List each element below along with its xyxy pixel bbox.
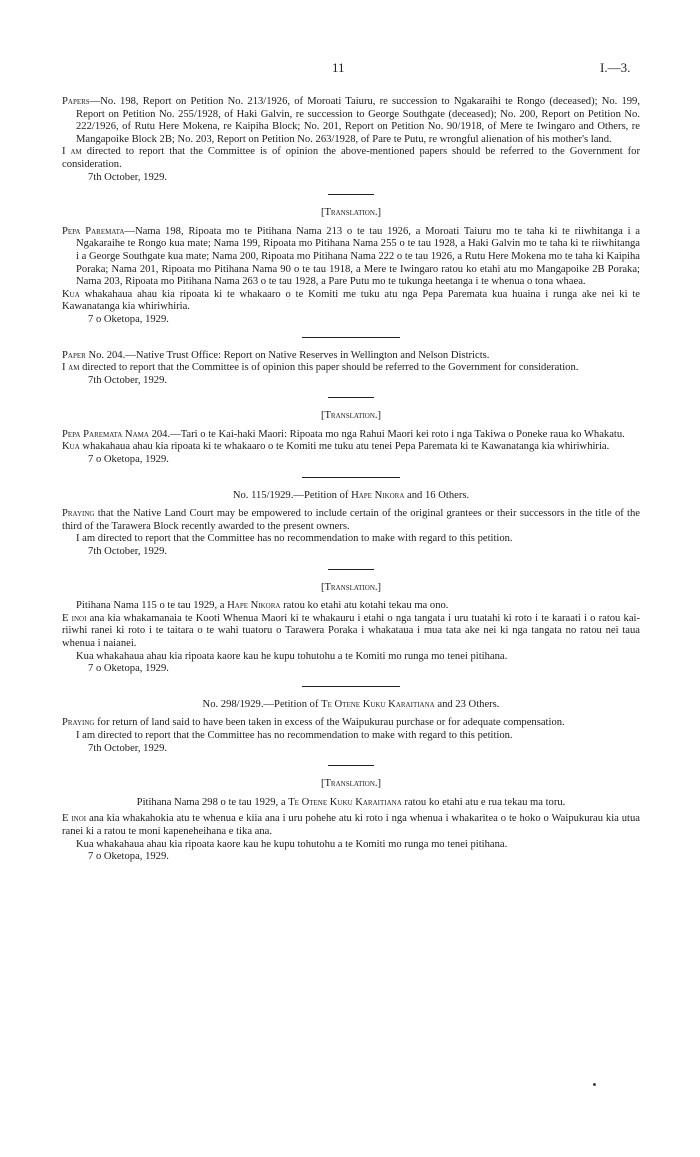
paper-reference: I.—3. [600,60,631,75]
petition-115-date: 7th October, 1929. [88,546,168,558]
translation-heading: [Translation.] [320,581,382,593]
papers-date: 7th October, 1929. [88,171,168,183]
document-body [62,96,640,864]
translation-4-line1-post: ratou ko etahi atu e rua tekau ma toru. [401,796,566,808]
translation-2-report-lead: Kua [62,441,80,453]
translation-4-date: 7 o Oketopa, 1929. [88,851,169,863]
translation-heading: [Translation.] [320,410,382,422]
translation-1-report [62,289,640,314]
translation-4-inoi [62,813,640,838]
translation-1-report-rest: whakahaua ahau kia ripoata ki te whakaaro o te Komiti me tuku atu nga Pepa Paremata kua huaina i runga ake nei ki te Kawanatanga kia whiriwhiria. [62,288,640,313]
petition-115-report: I am directed to report that the Committee has no recommendation to make with regard to this petition. [76,533,513,545]
translation-3-line1 [62,600,640,613]
divider-rule [328,765,374,766]
petition-115-petitioner: Hape Nikora [351,489,405,501]
translation-heading: [Translation.] [320,778,382,790]
papers-text: —No. 198, Report on Petition No. 213/1926, of Moroati Taiuru, re succession to Ngakaraihi te Rongo (deceased); No. 199, Report on Petition No. 255/1928, of Haki Galvin, re succession to George Southgate (deceased); No. 200, Report on Petition No. 222/1926, of Rutu Here Mokena, re Kaipiha Block; No. 201, Report on Petition No. 90/1918, of Mere te Iwingaro and Others, re Mangapoike Block 2B; No. 203, Report on Petition No. 263/1928, of Pare te Putu, re wrongful alienation of his mother's land. [76,96,640,145]
petition-115-praying [62,508,640,533]
translation-4-line1-pre: Pitihana Nama 298 o te tau 1929, a [136,796,289,808]
translation-2-paragraph [62,429,640,442]
translation-1-label: Pepa Paremata [62,225,125,237]
translation-3-inoi-label: E inoi [62,612,87,624]
section-petition-298 [62,699,640,755]
petition-298-praying [62,717,640,730]
petition-298-heading-post: and 23 Others. [434,698,500,710]
translation-2-text: 204.—Tari o te Kai-haki Maori: Ripoata mo nga Rahui Maori kei roto i nga Takiwa o Poneke raua ko Whakatu. [148,428,625,440]
translation-heading: [Translation.] [320,207,382,219]
translation-1-report-lead: Kua [62,288,80,300]
translation-4-inoi-text: ana kia whakahokia atu te whenua e kiia ana i uru pohehe atu ki roto i nga whenua i whakaritea o te hoko o Waipukurau kia utua ranei ki a ratou te moni kapeneheihana e tika ana. [62,813,640,837]
paper-204-report-lead: I am [62,362,80,374]
translation-3-petitioner: Hape Nikora [227,600,281,612]
translation-2-report-rest: whakahaua ahau kia ripoata ki te whakaaro o te Komiti me tuku atu tenei Pepa Paremata ki te Kawanatanga kia whiriwhiria. [79,441,610,453]
petition-298-praying-label: Praying [62,717,95,729]
paper-204-date: 7th October, 1929. [88,374,168,386]
petition-298-report: I am directed to report that the Committee has no recommendation to make with regard to this petition. [76,729,513,741]
petition-298-heading-pre: No. 298/1929.—Petition of [202,698,322,710]
section-translation-3 [62,582,640,676]
section-rule [302,337,400,338]
paper-204-label: Paper [62,349,86,361]
papers-paragraph [62,96,640,146]
translation-3-line1-post: ratou ko etahi atu kotahi tekau ma ono. [280,600,449,612]
petition-298-date: 7th October, 1929. [88,742,168,754]
translation-2-date: 7 o Oketopa, 1929. [88,454,169,466]
papers-label: Papers [62,96,90,107]
section-papers-198-203 [62,96,640,184]
petition-115-heading-pre: No. 115/1929.—Petition of [232,489,352,501]
translation-2-label: Pepa Paremata Nama [62,428,149,440]
section-petition-115 [62,490,640,559]
petition-298-praying-text: for return of land said to have been taken in excess of the Waipukurau purchase or for adequate compensation. [94,717,565,729]
petition-115-heading [62,490,640,503]
translation-4-inoi-label: E inoi [62,813,87,825]
divider-rule [328,397,374,398]
section-translation-2 [62,410,640,466]
section-rule [302,477,400,478]
paper-204-text: No. 204.—Native Trust Office: Report on Native Reserves in Wellington and Nelson Districts. [85,349,490,361]
translation-4-report: Kua whakahaua ahau kia ripoata kaore kau he kupu tohutohu a te Komiti mo runga mo tenei pitihana. [76,838,508,850]
section-translation-1 [62,207,640,326]
section-rule [302,686,400,687]
papers-report-rest: directed to report that the Committee is of opinion the above-mentioned papers should be referred to the Government for consideration. [62,146,640,170]
paper-204-report [62,362,640,375]
translation-3-report: Kua whakahaua ahau kia ripoata kaore kau he kupu tohutohu a te Komiti mo runga mo tenei pitihana. [76,650,508,662]
translation-3-date: 7 o Oketopa, 1929. [88,663,169,675]
petition-298-petitioner: Te Otene Kuku Karaitiana [321,698,435,710]
translation-3-inoi [62,613,640,651]
divider-rule [328,194,374,195]
paper-204-paragraph [62,350,640,363]
petition-115-heading-post: and 16 Others. [404,489,470,501]
petition-115-praying-text: that the Native Land Court may be empowered to include certain of the original grantees or their successors in the title of the third of the Tarawera Block recently awarded to the present owners. [62,508,640,532]
section-paper-204 [62,350,640,388]
translation-1-paragraph [62,226,640,289]
papers-report [62,146,640,171]
paper-204-report-rest: directed to report that the Committee is of opinion this paper should be referred to the Government for consideration. [79,362,579,374]
translation-4-line1 [62,797,640,810]
translation-3-inoi-text: ana kia whakamanaia te Kooti Whenua Maori ki te whakauru i etahi o nga tangata i uru tuatahi ki roto i te karaati i o ratou kai-riiwhi ranei ki roto i te taitara o te wahi tuatoru o Tarawera Poraka i whakataua i mua tata ake nei ki nga tangata no ratou nei taua whenua i naianei. [62,612,640,649]
translation-1-date: 7 o Oketopa, 1929. [88,313,169,325]
page-number: 11 [332,60,345,75]
translation-4-petitioner: Te Otene Kuku Karaitiana [288,796,402,808]
petition-298-heading [62,699,640,712]
translation-2-report [62,441,640,454]
translation-1-text: —Nama 198, Ripoata mo te Pitihana Nama 213 o te tau 1926, a Moroati Taiuru mo te taha ki te riiwhitanga i a Ngakaraihe te Rongo kua mate; Nama 199, Ripoata mo Pitihana Nama 255 o te tau 1928, a Haki Galvin mo te taha ki te riiwhitanga i a George Southgate kua mate; Nama 200, Ripoata mo Pitihana Nama 222 o te tau 1926, a Rutu Here Mokena mo te taha ki Kaipiha Poraka; Nama 201, Ripoata mo Pitihana Nama 90 o te tau 1918, a Mere te Iwingaro ratou ko etahi atu mo Mangapoike 2B Poraka; Nama 203, Ripoata mo Pitihana Nama 263 o te tau 1928, a Pare Putu mo te tukunga heetanga i te whenua o tona whaea. [76,225,640,288]
section-translation-4 [62,778,640,864]
petition-115-praying-label: Praying [62,508,95,520]
print-speck [593,1083,596,1086]
translation-3-line1-pre: Pitihana Nama 115 o te tau 1929, a [76,600,228,612]
papers-report-lead: I am [62,146,82,158]
divider-rule [328,569,374,570]
